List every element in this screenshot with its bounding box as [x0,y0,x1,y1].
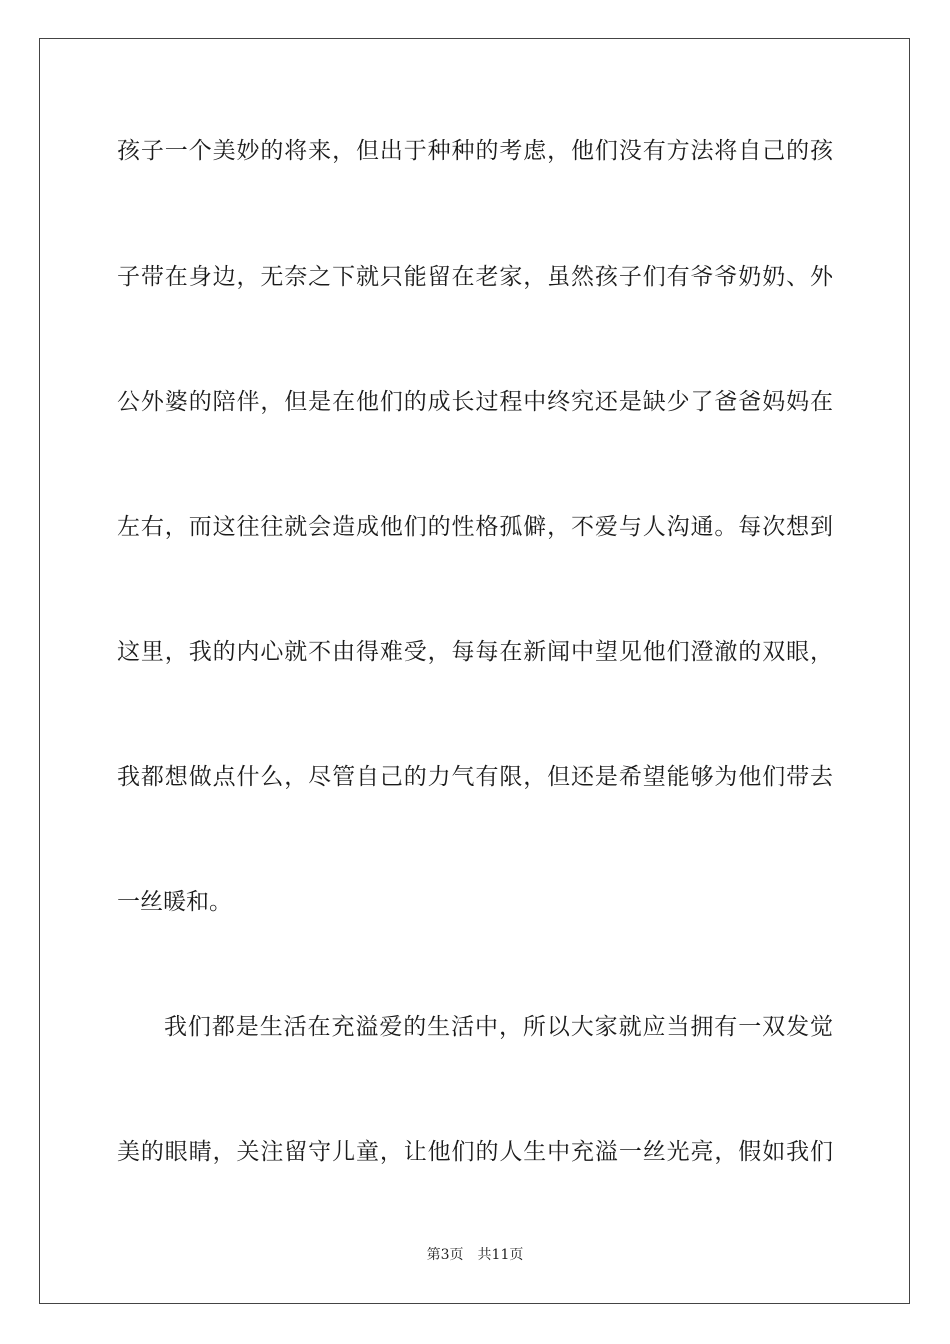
text-line-9: 美的眼睛，关注留守儿童，让他们的人生中充溢一丝光亮，假如我们 [117,1139,833,1165]
text-line-3: 公外婆的陪伴，但是在他们的成长过程中终究还是缺少了爸爸妈妈在 [117,389,833,415]
text-line-2: 子带在身边，无奈之下就只能留在老家，虽然孩子们有爷爷奶奶、外 [117,264,833,290]
text-line-4: 左右，而这往往就会造成他们的性格孤僻，不爱与人沟通。每次想到 [117,514,833,540]
page-border [39,38,910,1304]
text-line-5: 这里，我的内心就不由得难受，每每在新闻中望见他们澄澈的双眼， [117,639,833,665]
page-number: 第3页 [426,1247,464,1263]
text-line-6: 我都想做点什么，尽管自己的力气有限，但还是希望能够为他们带去 [117,764,833,790]
text-line-1: 孩子一个美妙的将来，但出于种种的考虑，他们没有方法将自己的孩 [117,138,833,164]
page-total: 共11页 [477,1247,524,1263]
page-footer [0,1244,950,1264]
text-line-7: 一丝暖和。 [117,889,232,915]
text-line-8: 我们都是生活在充溢爱的生活中，所以大家就应当拥有一双发觉 [164,1014,833,1040]
